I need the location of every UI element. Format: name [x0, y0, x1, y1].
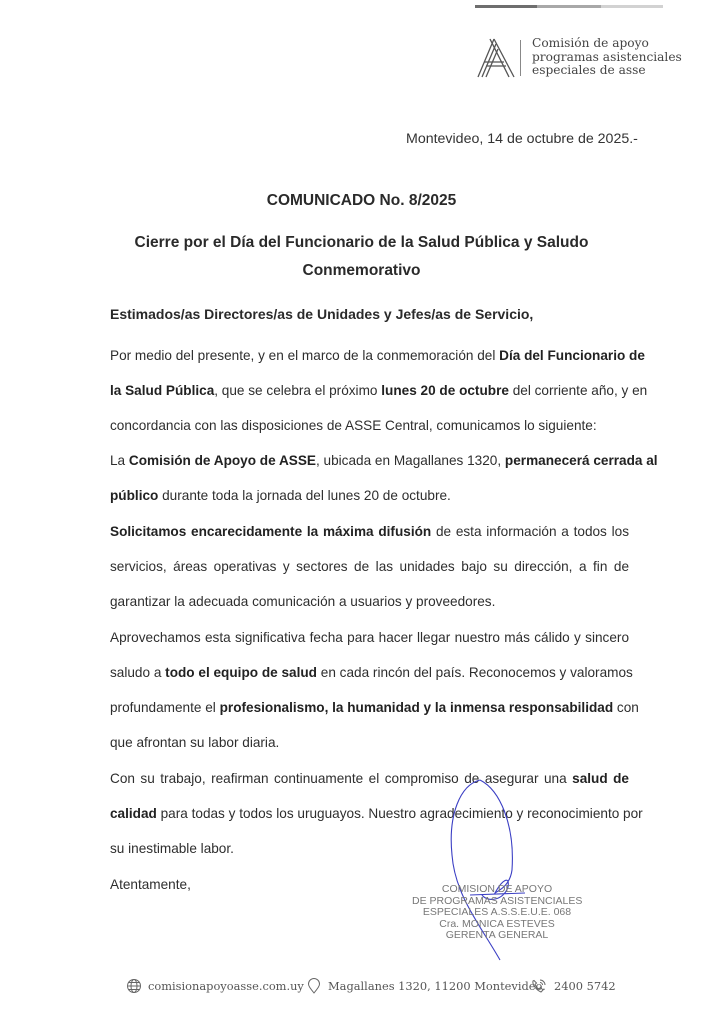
org-line: Comisión de apoyo — [532, 36, 649, 50]
communique-subtitle-line2: Conmemorativo — [302, 262, 421, 279]
location-pin-icon — [306, 978, 322, 994]
communique-title: COMUNICADO No. 8/2025 — [266, 192, 457, 209]
body-text: Con su trabajo, reafirman continuamente el compromiso de asegurar una — [110, 771, 573, 786]
body-line — [110, 488, 629, 503]
body-line — [110, 735, 629, 750]
body-line — [110, 453, 658, 468]
body-text: saludo a — [110, 665, 166, 680]
body-line — [110, 524, 629, 539]
logo-divider — [520, 40, 521, 76]
body-line — [110, 841, 629, 856]
body-line — [110, 806, 643, 821]
body-text: Atentamente, — [110, 877, 191, 892]
bold-text: Día del Funcionario de — [499, 348, 645, 363]
body-text: La — [110, 453, 129, 468]
body-line — [110, 418, 629, 433]
asse-a-logo-icon — [476, 38, 516, 78]
body-text: que afrontan su labor diaria. — [110, 735, 280, 750]
org-line: especiales de asse — [532, 63, 646, 77]
body-line — [110, 559, 629, 574]
bar-segment — [601, 5, 663, 8]
body-line — [110, 348, 645, 363]
bold-text: la Salud Pública — [110, 383, 215, 398]
stamp-line: Cra. MONICA ESTEVES — [439, 917, 555, 930]
letter-date: Montevideo, 14 de octubre de 2025.- — [406, 131, 638, 147]
footer-phone — [530, 978, 616, 994]
org-line: programas asistenciales — [532, 49, 682, 64]
body-text: del corriente año, y en — [508, 383, 648, 398]
body-line — [110, 665, 633, 680]
bold-text: profesionalismo, la humanidad y la inmensa responsabilidad — [219, 700, 614, 715]
website-link[interactable]: comisionapoyoasse.com.uy — [148, 979, 304, 993]
official-stamp — [412, 884, 582, 942]
footer-website — [126, 978, 304, 994]
body-text: Por medio del presente, y en el marco de la conmemoración del — [110, 348, 500, 363]
bold-text: permanecerá cerrada al — [504, 453, 658, 468]
header-decorative-bar — [475, 5, 663, 8]
stamp-line: COMISION DE APOYO — [441, 883, 553, 895]
body-text: garantizar la adecuada comunicación a usuarios y proveedores. — [110, 594, 496, 609]
phone-icon — [530, 978, 548, 994]
bar-segment — [537, 5, 601, 8]
body-text: servicios, áreas operativas y sectores de las unidades bajo su dirección, a fin de — [110, 559, 629, 574]
body-line — [110, 594, 629, 609]
communique-subtitle-line1: Cierre por el Día del Funcionario de la Salud Pública y Saludo — [134, 234, 589, 251]
body-text: su inestimable labor. — [110, 841, 234, 856]
bold-text: lunes 20 de octubre — [381, 383, 509, 398]
body-line — [110, 630, 629, 645]
body-text: concordancia con las disposiciones de ASSE Central, comunicamos lo siguiente: — [110, 418, 597, 433]
body-text: , ubicada en Magallanes 1320, — [315, 453, 505, 468]
bold-text: público — [110, 488, 159, 503]
greeting: Estimados/as Directores/as de Unidades y Jefes/as de Servicio, — [110, 306, 534, 322]
bold-text: salud de — [572, 771, 629, 786]
globe-icon — [126, 978, 142, 994]
phone-number[interactable]: 2400 5742 — [554, 979, 616, 993]
body-text: , que se celebra el próximo — [214, 383, 382, 398]
body-line — [110, 700, 639, 715]
body-text: profundamente el — [110, 700, 220, 715]
body-text: durante toda la jornada del lunes 20 de octubre. — [158, 488, 451, 503]
bold-text: todo el equipo de salud — [165, 665, 317, 680]
body-text: Aprovechamos esta significativa fecha para hacer llegar nuestro más cálido y sincero — [110, 630, 629, 645]
body-line — [110, 383, 648, 398]
bold-text: Solicitamos encarecidamente la máxima difusión — [110, 524, 432, 539]
body-text: con — [613, 700, 639, 715]
footer-address — [306, 978, 546, 994]
body-text: en cada rincón del país. Reconocemos y valoramos — [316, 665, 633, 680]
stamp-line: ESPECIALES A.S.S.E.U.E. 068 — [422, 906, 572, 918]
bold-text: calidad — [110, 806, 157, 821]
bar-segment — [475, 5, 537, 8]
bold-text: Comisión de Apoyo de ASSE — [128, 453, 316, 468]
organization-name — [532, 37, 682, 78]
address-text: Magallanes 1320, 11200 Montevideo. — [328, 979, 546, 993]
stamp-line: DE PROGRAMAS ASISTENCIALES — [412, 894, 583, 907]
body-text: para todas y todos los uruguayos. Nuestro agradecimiento y reconocimiento por — [156, 806, 643, 821]
handwritten-signature — [440, 775, 530, 975]
body-line — [110, 771, 629, 786]
body-text: de esta información a todos los — [431, 524, 629, 539]
stamp-line: GERENTA GENERAL — [445, 929, 549, 941]
